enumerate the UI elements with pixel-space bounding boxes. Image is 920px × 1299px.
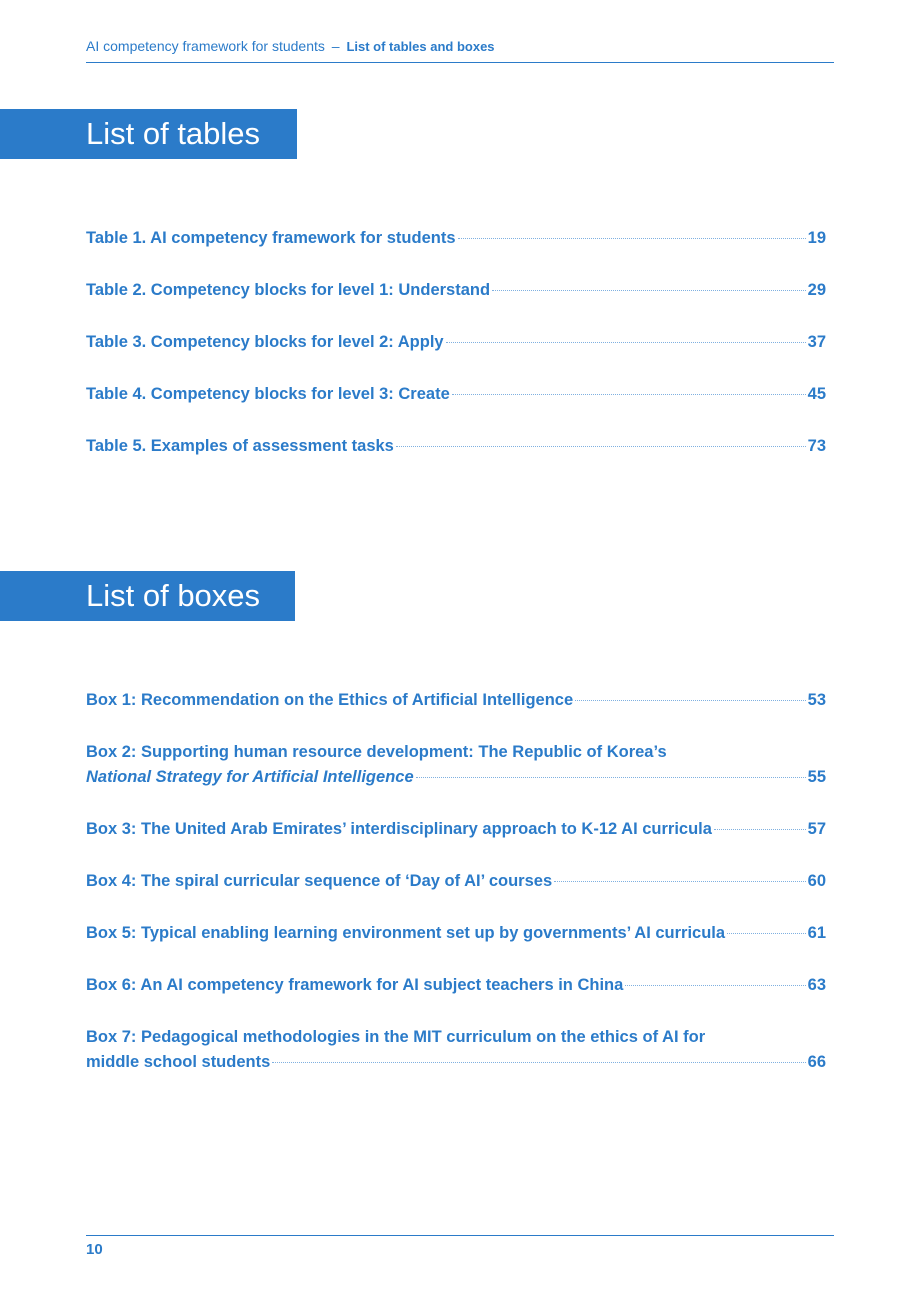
dot-leader [452, 394, 806, 395]
toc-page-number[interactable]: 61 [807, 924, 826, 942]
toc-entry-label[interactable]: Box 5: Typical enabling learning environment set up by governments’ AI curricula [86, 924, 726, 942]
toc-entry-label[interactable]: Box 4: The spiral curricular sequence of ‘Day of AI’ courses [86, 872, 553, 890]
toc-entry-label[interactable]: Table 1. AI competency framework for students [86, 229, 456, 247]
toc-entry-table-4[interactable] [86, 382, 826, 407]
dot-leader [446, 342, 806, 343]
toc-entry-box-6[interactable] [86, 973, 826, 998]
dot-leader [727, 933, 806, 934]
toc-page-number[interactable]: 53 [807, 691, 826, 709]
footer-page-number: 10 [86, 1241, 103, 1258]
toc-entry-box-3[interactable] [86, 817, 826, 842]
running-header [86, 38, 834, 63]
dot-leader [625, 985, 805, 986]
dot-leader [272, 1062, 805, 1063]
toc-page-number[interactable]: 45 [807, 385, 826, 403]
toc-entry-label-line-1[interactable]: Box 2: Supporting human resource development: The Republic of Korea’s [86, 743, 667, 761]
toc-entry-box-5[interactable] [86, 921, 826, 946]
dot-leader [492, 290, 806, 291]
toc-entry-table-5[interactable] [86, 434, 826, 459]
toc-entry-label[interactable]: National Strategy for Artificial Intelligence [86, 768, 414, 786]
footer-divider [86, 1235, 834, 1236]
toc-page-number[interactable]: 60 [807, 872, 826, 890]
toc-page-number[interactable]: 29 [807, 281, 826, 299]
toc-page-number[interactable]: 57 [807, 820, 826, 838]
toc-entry-box-7[interactable] [86, 1025, 826, 1075]
toc-entry-box-1[interactable] [86, 688, 826, 713]
toc-entry-label-line-1[interactable]: Box 7: Pedagogical methodologies in the MIT curriculum on the ethics of AI for [86, 1028, 706, 1046]
toc-entry-label[interactable]: Table 4. Competency blocks for level 3: Create [86, 385, 450, 403]
toc-entry-label[interactable]: Box 6: An AI competency framework for AI subject teachers in China [86, 976, 624, 994]
toc-entry-table-1[interactable] [86, 226, 826, 251]
header-section-title: List of tables and boxes [346, 39, 495, 54]
toc-page-number[interactable]: 19 [807, 229, 826, 247]
toc-entry-table-2[interactable] [86, 278, 826, 303]
boxes-toc-list [86, 688, 826, 1102]
toc-page-number[interactable]: 37 [807, 333, 826, 351]
dot-leader [458, 238, 806, 239]
toc-entry-label[interactable]: Table 5. Examples of assessment tasks [86, 437, 394, 455]
tables-toc-list [86, 226, 826, 486]
toc-page-number[interactable]: 63 [807, 976, 826, 994]
toc-page-number[interactable]: 55 [807, 768, 826, 786]
dot-leader [396, 446, 806, 447]
toc-entry-box-2[interactable] [86, 740, 826, 790]
toc-entry-label[interactable]: Box 1: Recommendation on the Ethics of Artificial Intelligence [86, 691, 574, 709]
list-of-tables-heading: List of tables [0, 109, 297, 159]
toc-entry-label[interactable]: Box 3: The United Arab Emirates’ interdisciplinary approach to K-12 AI curricula [86, 820, 712, 838]
dot-leader [575, 700, 806, 701]
header-document-title: AI competency framework for students [86, 38, 325, 54]
dot-leader [554, 881, 806, 882]
toc-entry-label[interactable]: Table 2. Competency blocks for level 1: Understand [86, 281, 491, 299]
toc-page-number[interactable]: 73 [807, 437, 826, 455]
list-of-boxes-heading: List of boxes [0, 571, 295, 621]
dot-leader [416, 777, 806, 778]
toc-entry-table-3[interactable] [86, 330, 826, 355]
toc-entry-box-4[interactable] [86, 869, 826, 894]
header-separator: – [331, 38, 340, 54]
dot-leader [714, 829, 806, 830]
toc-entry-label[interactable]: Table 3. Competency blocks for level 2: Apply [86, 333, 444, 351]
toc-entry-label[interactable]: middle school students [86, 1053, 271, 1071]
toc-page-number[interactable]: 66 [807, 1053, 826, 1071]
